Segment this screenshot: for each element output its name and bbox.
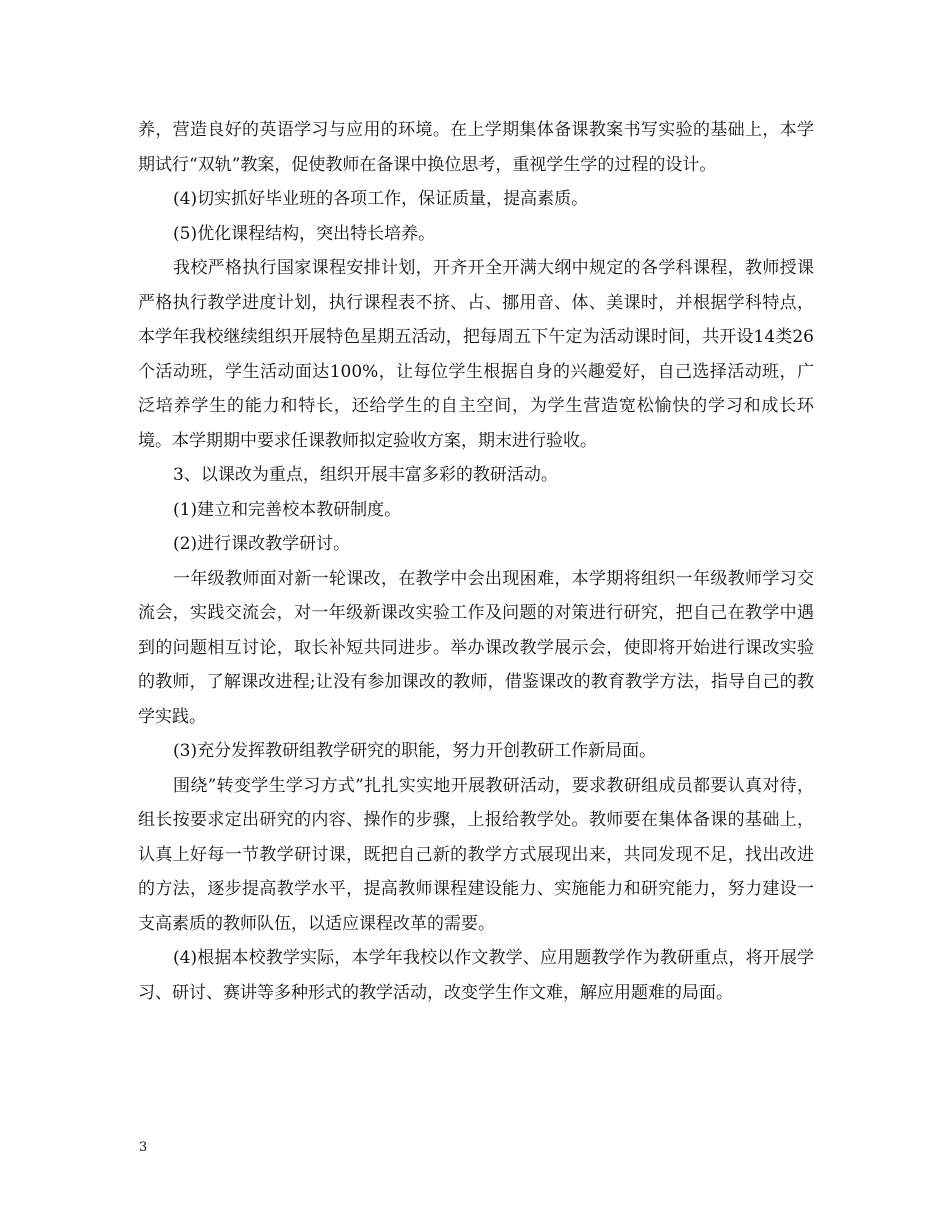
paragraph-first-grade-teachers: 一年级教师面对新一轮课改，在教学中会出现困难，本学期将组织一年级教师学习交流会，实践交流会，对一年级新课改实验工作及问题的对策进行研究，把自己在教学中遇到的问题相互讨论，取长补短共同进步。举办课改教学展示会，使即将开始进行课改实验的教师，了解课改进程;让没有参加课改的教师，借鉴课改的教育教学方法，指导自己的教学实践。 — [138, 568, 814, 727]
paragraph-item-3-research-group: (3)充分发挥教研组教学研究的职能，努力开创教研工作新局面。 — [173, 741, 657, 761]
document-body — [138, 113, 814, 1010]
paragraph-item-5-course-structure: (5)优化课程结构，突出特长培养。 — [173, 223, 436, 244]
paragraph-continuation: 养，营造良好的英语学习与应用的环境。在上学期集体备课教案书写实验的基础上，本学期试行“双轨”教案，促使教师在备课中换位思考，重视学生学的过程的设计。 — [138, 120, 814, 175]
paragraph-item-4-research-focus: (4)根据本校教学实际，本学年我校以作文教学、应用题教学作为教研重点，将开展学习、研讨、赛讲等多种形式的教学活动，改变学生作文难，解应用题难的局面。 — [138, 948, 814, 1003]
paragraph-curriculum-plan: 我校严格执行国家课程安排计划，开齐开全开满大纲中规定的各学科课程，教师授课严格执行教学进度计划，执行课程表不挤、占、挪用音、体、美课时，并根据学科特点，本学年我校继续组织开展特色星期五活动，把每周五下午定为活动课时间，共开设14类26个活动班，学生活动面达100%，让每位学生根据自身的兴趣爱好，自己选择活动班，广泛培养学生的能力和特长，还给学生的自主空间，为学生营造宽松愉快的学习和成长环境。本学期期中要求任课教师拟定验收方案，期末进行验收。 — [138, 258, 814, 451]
page-number: 3 — [139, 1140, 148, 1155]
paragraph-item-2-reform-seminar: (2)进行课改教学研讨。 — [173, 534, 351, 554]
paragraph-learning-method-change: 围绕”转变学生学习方式”扎扎实实地开展教研活动，要求教研组成员都要认真对待，组长按要求定出研究的内容、操作的步骤，上报给教学处。教师要在集体备课的基础上，认真上好每一节教学研讨课，既把自己新的教学方式展现出来，共同发现不足，找出改进的方法，逐步提高教学水平，提高教师课程建设能力、实施能力和研究能力，努力建设一支高素质的教师队伍，以适应课程改革的需要。 — [138, 775, 814, 934]
paragraph-section-3-heading: 3、以课改为重点，组织开展丰富多彩的教研活动。 — [173, 465, 558, 485]
paragraph-item-4-graduating-class: (4)切实抓好毕业班的各项工作，保证质量，提高素质。 — [173, 189, 589, 209]
paragraph-item-1-research-system: (1)建立和完善校本教研制度。 — [173, 499, 402, 520]
